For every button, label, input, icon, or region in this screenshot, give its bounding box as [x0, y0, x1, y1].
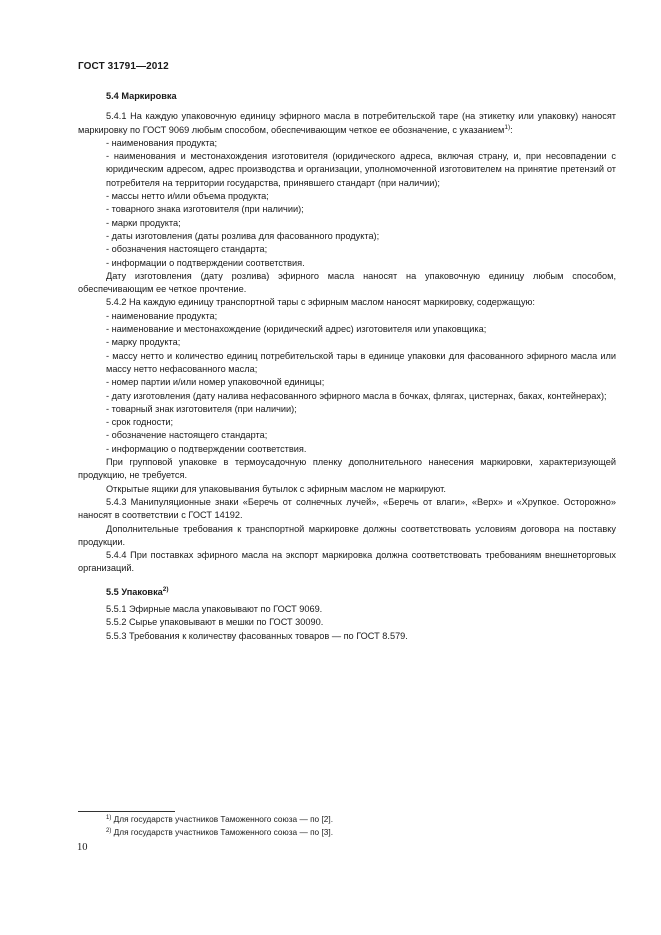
paragraph-additional-requirements: Дополнительные требования к транспортной маркировке должны соответствовать условиям договора на поставку продукции.	[78, 523, 616, 547]
list-item: - массу нетто и количество единиц потребительской тары в единице упаковки для фасованного эфирного масла или массу нетто нефасованного масла;	[106, 350, 616, 374]
list-item: - срок годности;	[106, 417, 174, 428]
list-item: - массы нетто и/или объема продукта;	[106, 191, 269, 202]
page-number: 10	[77, 842, 88, 853]
list-item: - даты изготовления (даты розлива для фасованного продукта);	[106, 230, 380, 241]
list-item: - марку продукта;	[106, 337, 181, 348]
list-item: - информацию о подтверждении соответствия.	[106, 443, 307, 454]
paragraph-5-5-2: 5.5.2 Сырье упаковывают в мешки по ГОСТ 30090.	[106, 617, 324, 628]
paragraph-manufacture-date: Дату изготовления (дату розлива) эфирного масла наносят на упаковочную единицу любым способом, обеспечивающим ее четкое прочтение.	[78, 270, 616, 295]
list-item: - наименования продукта;	[106, 137, 217, 148]
list-item: - наименования и местонахождения изготовителя (юридического адреса, включая страну, и, при несовпадении с юридическим адресом, адрес производства и организации, уполномоченной изготовителем на принятие претензий от потребителя на территории государства, принявшего стандарт (при наличии);	[106, 151, 616, 188]
footnote-ref-2: 2)	[162, 585, 169, 593]
list-item: - обозначение настоящего стандарта;	[106, 430, 268, 441]
document-code: ГОСТ 31791—2012	[78, 61, 169, 72]
list-item: - наименование продукта;	[106, 310, 218, 321]
list-item: - марки продукта;	[106, 217, 181, 228]
list-item: - обозначения настоящего стандарта;	[106, 244, 268, 255]
paragraph-open-boxes: Открытые ящики для упаковывания бутылок с эфирным маслом не маркируют.	[106, 483, 446, 494]
footnotes	[78, 813, 616, 839]
paragraph-5-4-3: 5.4.3 Манипуляционные знаки «Беречь от солнечных лучей», «Беречь от влаги», «Верх» и «Хрупкое. Осторожно» наносят в соответствии с ГОСТ 14192.	[78, 496, 616, 521]
footnote: $^{2)}$ Для государств участников Таможенного союза — по [3].	[106, 827, 334, 837]
paragraph-5-4-1: 5.4.1 На каждую упаковочную единицу эфирного масла в потребительской таре (на этикетку или упаковку) наносят маркировку по ГОСТ 9069 любым способом, обеспечивающим четкое ее обозначение, с указанием$^{1)}$:	[78, 111, 616, 135]
footnote-ref-1: 1)	[504, 123, 511, 131]
footnote-separator	[78, 811, 175, 812]
paragraph-group-packaging: При групповой упаковке в термоусадочную пленку дополнительного нанесения маркировки, характеризующей продукцию, не требуется.	[78, 457, 616, 481]
list-item: - товарного знака изготовителя (при наличии);	[106, 204, 304, 215]
list-item: - товарный знак изготовителя (при наличии);	[106, 403, 297, 414]
section-heading-packaging: 5.5 Упаковка$^{2)}$	[106, 585, 169, 597]
list-item: - информации о подтверждении соответствия.	[106, 257, 305, 268]
list-item: - наименование и местонахождение (юридический адрес) изготовителя или упаковщика;	[106, 324, 487, 335]
list-item: - номер партии и/или номер упаковочной единицы;	[106, 377, 325, 388]
section-heading-marking: 5.4 Маркировка	[106, 91, 177, 101]
paragraph-5-4-4: 5.4.4 При поставках эфирного масла на экспорт маркировка должна соответствовать требованиям внешнеторговых организаций.	[78, 550, 616, 574]
paragraph-5-5-3: 5.5.3 Требования к количеству фасованных товаров — по ГОСТ 8.579.	[106, 630, 408, 641]
paragraph-5-4-2: 5.4.2 На каждую единицу транспортной тары с эфирным маслом наносят маркировку, содержащую:	[106, 297, 535, 308]
footnote: $^{1)}$ Для государств участников Таможенного союза — по [2].	[106, 814, 334, 824]
list-item: - дату изготовления (дату налива нефасованного эфирного масла в бочках, флягах, цистернах, баках, контейнерах);	[106, 390, 607, 401]
paragraph-5-5-1: 5.5.1 Эфирные масла упаковывают по ГОСТ 9069.	[106, 603, 323, 614]
document-body	[78, 90, 616, 643]
